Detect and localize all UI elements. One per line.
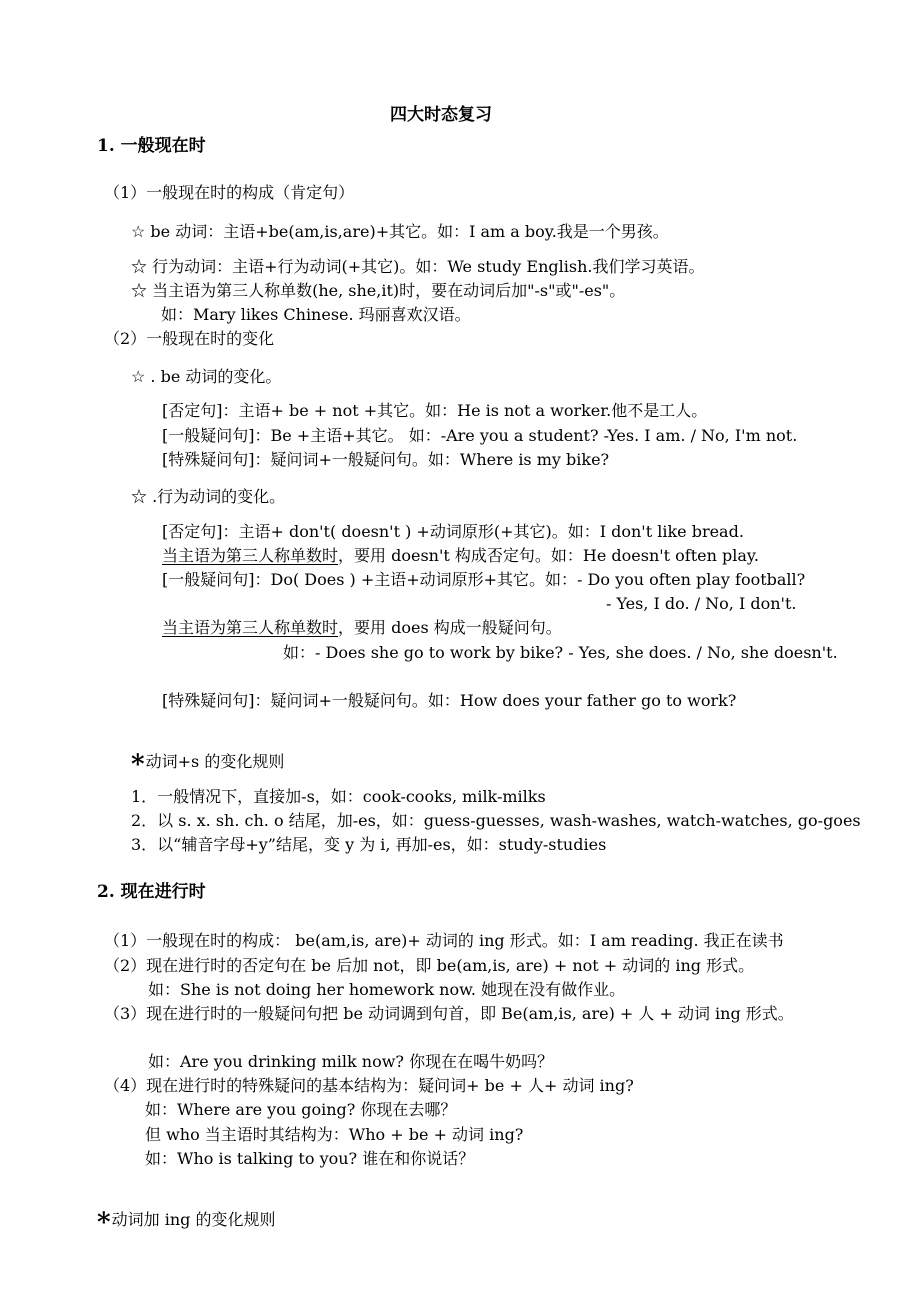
third-person-rule: ☆ 当主语为第三人称单数(he, she,it)时，要在动词后加"-s"或"-es"。	[131, 281, 626, 300]
continuous-point-1: （1）一般现在时的构成： be(am,is, are)+ 动词的 ing 形式。如：I am reading. 我正在读书	[104, 931, 784, 950]
verb-ing-rules-title: *动词加 ing 的变化规则	[97, 1208, 276, 1238]
verb-s-rules-title: *动词+s 的变化规则	[131, 750, 285, 780]
action-verb-rule: ☆ 行为动词：主语+行为动词(+其它)。如：We study English.我们学习英语。	[131, 257, 705, 276]
continuous-point-3: （3）现在进行时的一般疑问句把 be 动词调到句首，即 Be(am,is, are) + 人 + 动词 ing 形式。	[104, 1004, 794, 1023]
action-general-question-answer: - Yes, I do. / No, I don't.	[606, 594, 797, 613]
action-change-title: ☆ .行为动词的变化。	[131, 487, 286, 506]
action-negative-third-person: 当主语为第三人称单数时，要用 doesn't 构成否定句。如：He doesn't often play.	[162, 546, 759, 565]
action-negative: [否定句]：主语+ don't( doesn't ) +动词原形(+其它)。如：I don't like bread.	[162, 522, 744, 541]
third-person-example: 如：Mary likes Chinese. 玛丽喜欢汉语。	[161, 305, 471, 324]
be-change-title: ☆ . be 动词的变化。	[131, 367, 282, 386]
continuous-point-4-who: 但 who 当主语时其结构为：Who + be + 动词 ing?	[145, 1125, 524, 1144]
action-general-question-third-person: 当主语为第三人称单数时，要用 does 构成一般疑问句。	[162, 618, 562, 637]
continuous-point-2: （2）现在进行时的否定句在 be 后加 not，即 be(am,is, are) + not + 动词的 ing 形式。	[104, 956, 755, 975]
continuous-point-3-example: 如：Are you drinking milk now? 你现在在喝牛奶吗？	[148, 1052, 554, 1071]
continuous-point-2-example: 如：She is not doing her homework now. 她现在没有做作业。	[148, 980, 626, 999]
asterisk-icon: *	[131, 750, 145, 780]
section-heading-simple-present: 1. 一般现在时	[97, 136, 206, 156]
verb-s-rule-3: 3．以“辅音字母+y”结尾，变 y 为 i, 再加-es，如：study-studies	[131, 835, 607, 854]
verb-s-rule-2: 2．以 s. x. sh. ch. o 结尾，加-es，如：guess-guesses, wash-washes, watch-watches, go-goes	[131, 811, 861, 830]
page-title: 四大时态复习	[390, 105, 492, 125]
verb-s-rule-1: 1．一般情况下，直接加-s，如：cook-cooks, milk-milks	[131, 787, 546, 806]
be-negative: [否定句]：主语+ be + not +其它。如：He is not a worker.他不是工人。	[162, 401, 708, 420]
action-general-question: [一般疑问句]：Do( Does ) +主语+动词原形+其它。如：- Do you often play football?	[162, 570, 806, 589]
subheading-changes: （2）一般现在时的变化	[104, 329, 275, 348]
section-heading-present-continuous: 2. 现在进行时	[97, 882, 206, 902]
be-general-question: [一般疑问句]：Be +主语+其它。 如：-Are you a student? -Yes. I am. / No, I'm not.	[162, 426, 798, 445]
underlined-phrase: 当主语为第三人称单数时	[162, 618, 339, 637]
asterisk-icon: *	[97, 1208, 111, 1238]
subheading-affirmative: （1）一般现在时的构成（肯定句）	[104, 183, 355, 202]
be-verb-rule: ☆ be 动词：主语+be(am,is,are)+其它。如：I am a boy.我是一个男孩。	[131, 222, 669, 241]
continuous-point-4-example-1: 如：Where are you going? 你现在去哪？	[145, 1100, 457, 1119]
action-special-question: [特殊疑问句]：疑问词+一般疑问句。如：How does your father go to work?	[162, 691, 737, 710]
be-special-question: [特殊疑问句]：疑问词+一般疑问句。如：Where is my bike?	[162, 450, 610, 469]
continuous-point-4-example-2: 如：Who is talking to you? 谁在和你说话？	[145, 1149, 475, 1168]
action-general-question-example: 如：- Does she go to work by bike? - Yes, she does. / No, she doesn't.	[283, 643, 838, 662]
continuous-point-4: （4）现在进行时的特殊疑问的基本结构为：疑问词+ be + 人+ 动词 ing?	[104, 1076, 634, 1095]
underlined-phrase: 当主语为第三人称单数时	[162, 546, 339, 565]
